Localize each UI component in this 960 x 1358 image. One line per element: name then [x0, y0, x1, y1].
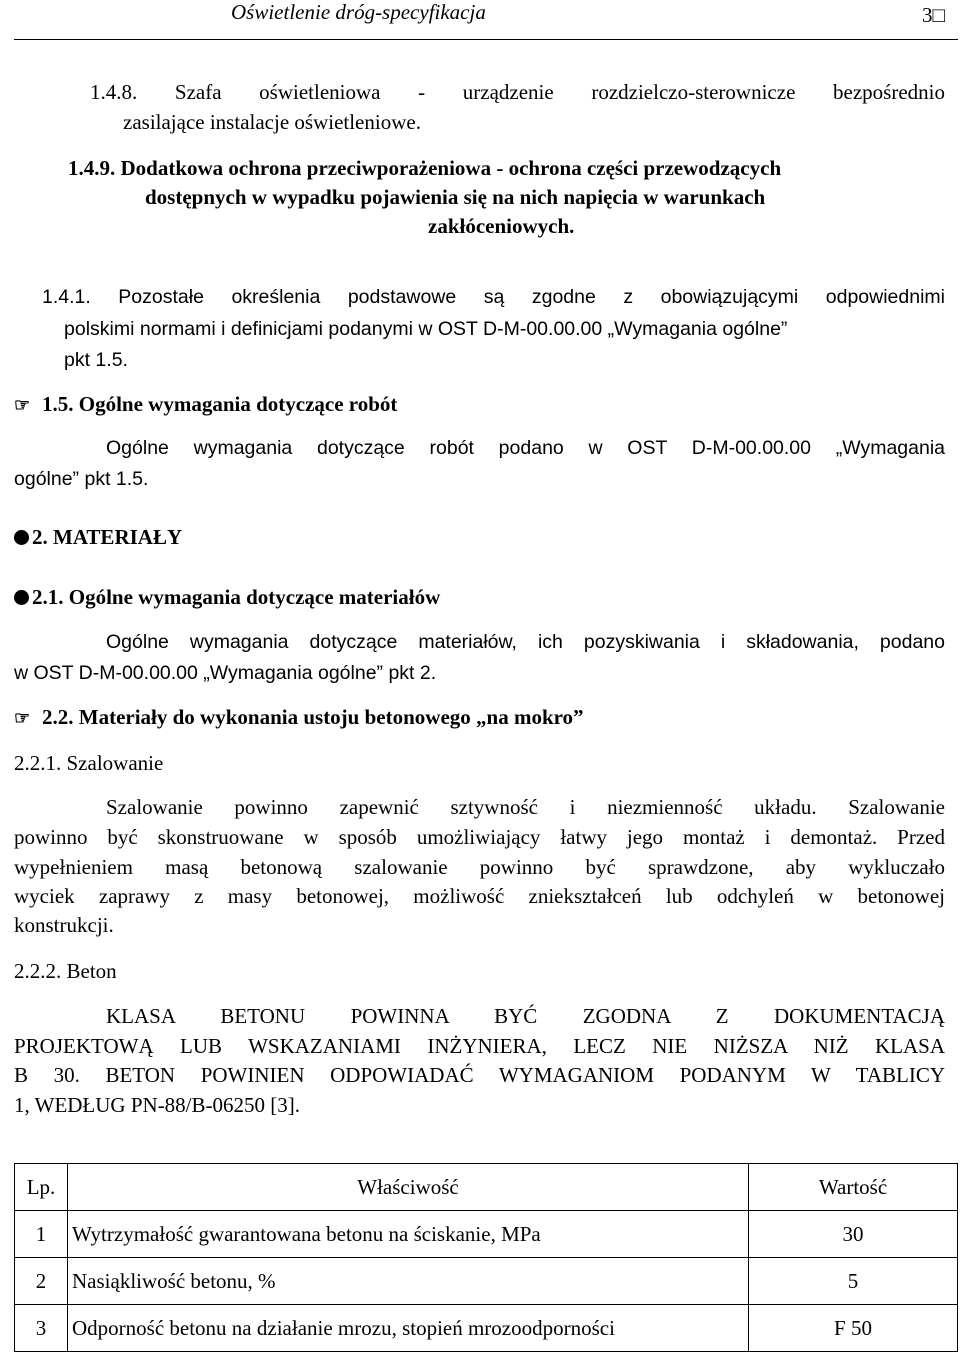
definition-1-4-1-line3: pkt 1.5.	[64, 349, 128, 371]
table-header-row	[15, 1164, 958, 1211]
section-2-2-1-line2: powinno być skonstruowane w sposób umożliwiający łatwy jego montaż i demontaż. Przed	[14, 825, 945, 849]
section-2-2-2-line1: KLASA BETONU POWINNA BYĆ ZGODNA Z DOKUMENTACJĄ	[106, 1004, 945, 1028]
page-number-glyph: □	[932, 3, 946, 27]
page-number	[922, 3, 945, 28]
pointing-hand-icon: ☞	[14, 395, 31, 415]
definition-1-4-8-line1: 1.4.8. Szafa oświetleniowa - urządzenie rozdzielczo-sterownicze bezpośrednio	[90, 80, 945, 104]
table-header-cell: Wartość	[749, 1164, 958, 1211]
table-cell-lp: 1	[15, 1211, 68, 1258]
section-2-2-2-line2: PROJEKTOWĄ LUB WSKAZANIAMI INŻYNIERA, LECZ NIE NIŻSZA NIŻ KLASA	[14, 1034, 945, 1058]
table-cell-value: 5	[749, 1258, 958, 1305]
table-header-cell: Właściwość	[68, 1164, 749, 1211]
bullet-icon	[14, 590, 29, 605]
page-number-value: 3	[922, 3, 933, 27]
section-2-2-1-line5: konstrukcji.	[14, 913, 114, 937]
running-header-title: Oświetlenie dróg-specyfikacja	[231, 0, 486, 24]
concrete-properties-table	[14, 1163, 958, 1352]
definition-1-4-8-line2: zasilające instalacje oświetleniowe.	[123, 110, 421, 134]
section-2-2-heading: 2.2. Materiały do wykonania ustoju betonowego „na mokro”	[42, 705, 584, 729]
section-2-1-body-line2: w OST D-M-00.00.00 „Wymagania ogólne” pkt 2.	[14, 662, 437, 684]
table-cell-property: Nasiąkliwość betonu, %	[68, 1258, 749, 1305]
table-cell-property: Wytrzymałość gwarantowana betonu na ściskanie, MPa	[68, 1211, 749, 1258]
section-2-heading-row	[14, 525, 182, 550]
section-2-heading: 2. MATERIAŁY	[32, 525, 183, 549]
table-row	[15, 1258, 958, 1305]
section-1-5-body-line2: ogólne” pkt 1.5.	[14, 468, 149, 490]
table-cell-value: F 50	[749, 1305, 958, 1352]
section-2-2-1-line3: wypełnieniem masą betonową szalowanie powinno być sprawdzone, aby wykluczało	[14, 855, 945, 879]
bullet-icon	[14, 530, 29, 545]
pointing-hand-icon: ☞	[14, 708, 31, 728]
section-1-5-body-line1: Ogólne wymagania dotyczące robót podano w OST D-M-00.00.00 „Wymagania	[106, 437, 945, 459]
section-2-2-1-line1: Szalowanie powinno zapewnić sztywność i niezmienność układu. Szalowanie	[106, 795, 945, 819]
table-header-cell: Lp.	[15, 1164, 68, 1211]
section-2-2-2-line3: B 30. BETON POWINIEN ODPOWIADAĆ WYMAGANIOM PODANYM W TABLICY	[14, 1063, 945, 1087]
section-2-2-1-line4: wyciek zaprawy z masy betonowej, możliwość zniekształceń lub odchyleń w betonowej	[14, 884, 945, 908]
section-1-5-heading-row	[14, 392, 397, 417]
section-2-2-1-heading: 2.2.1. Szalowanie	[14, 751, 164, 775]
section-2-2-2-line4: 1, WEDŁUG PN-88/B-06250 [3].	[14, 1093, 301, 1117]
section-2-1-heading: 2.1. Ogólne wymagania dotyczące materiałów	[32, 585, 441, 609]
table-cell-lp: 3	[15, 1305, 68, 1352]
definition-1-4-9-line3: zakłóceniowych.	[428, 214, 575, 238]
header-rule	[14, 39, 958, 40]
table-row	[15, 1211, 958, 1258]
section-2-2-2-heading: 2.2.2. Beton	[14, 959, 117, 983]
definition-1-4-1-line2: polskimi normami i definicjami podanymi w OST D-M-00.00.00 „Wymagania ogólne”	[64, 318, 788, 340]
section-2-1-heading-row	[14, 585, 440, 610]
section-2-1-body-line1: Ogólne wymagania dotyczące materiałów, ich pozyskiwania i składowania, podano	[106, 631, 945, 653]
definition-1-4-9-line1: 1.4.9. Dodatkowa ochrona przeciwporażeniowa - ochrona części przewodzących	[68, 156, 782, 180]
definition-1-4-1-line1: 1.4.1. Pozostałe określenia podstawowe są zgodne z obowiązującymi odpowiednimi	[42, 286, 945, 308]
table-cell-lp: 2	[15, 1258, 68, 1305]
table-cell-value: 30	[749, 1211, 958, 1258]
table-row	[15, 1305, 958, 1352]
section-2-2-heading-row	[14, 705, 584, 730]
section-1-5-heading: 1.5. Ogólne wymagania dotyczące robót	[42, 392, 398, 416]
table-cell-property: Odporność betonu na działanie mrozu, stopień mrozoodporności	[68, 1305, 749, 1352]
definition-1-4-9-line2: dostępnych w wypadku pojawienia się na nich napięcia w warunkach	[145, 185, 766, 209]
